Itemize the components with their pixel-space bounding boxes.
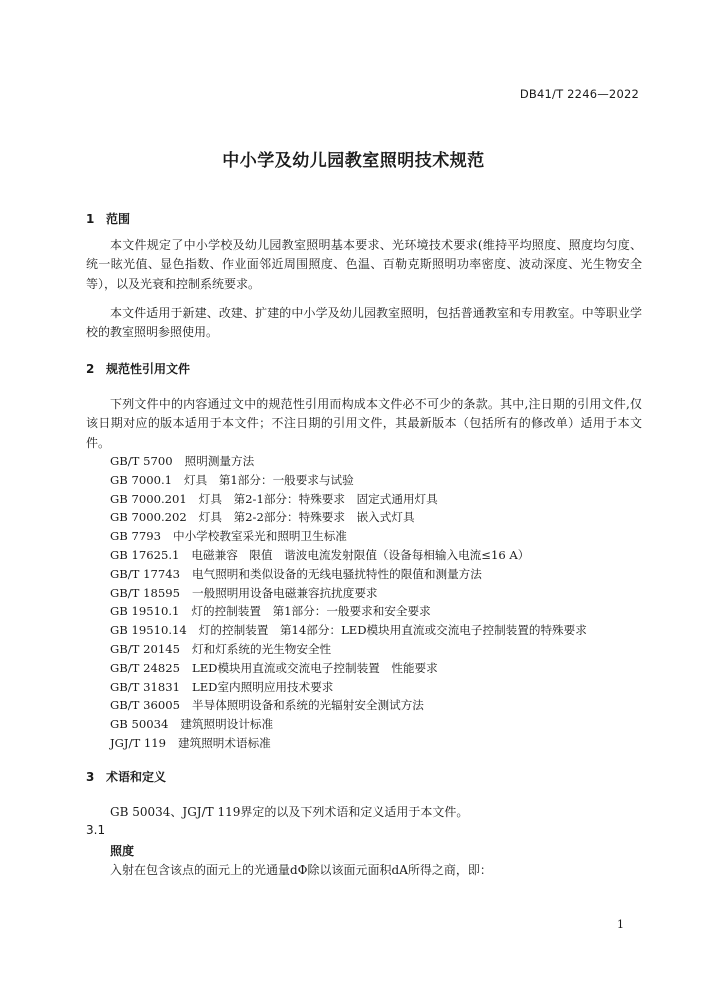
reference-title: 照明测量方法 [184,454,255,468]
reference-title: 灯的控制装置 第14部分：LED模块用直流或交流电子控制装置的特殊要求 [198,623,587,638]
term-definition: 入射在包含该点的面元上的光通量dΦ除以该面元面积dA所得之商，即： [110,863,492,877]
reference-code: GB/T 5700 [110,454,173,468]
reference-item [110,621,587,640]
reference-code: GB 7000.202 [110,510,187,525]
reference-item [110,640,587,659]
reference-code: GB/T 18595 [110,585,180,600]
references-intro: 下列文件中的内容通过文中的规范性引用而构成本文件必不可少的条款。其中,注日期的引用文件,仅该日期对应的版本适用于本文件；不注日期的引用文件，其最新版本（包括所有的修改单）适用于本文件。 [86,397,642,450]
reference-code: GB 19510.1 [110,604,180,619]
reference-item [110,584,587,603]
reference-title: 建筑照明设计标准 [180,717,274,732]
reference-title: 灯的控制装置 第1部分：一般要求和安全要求 [191,604,431,619]
section-3-heading [86,768,166,785]
section-title: 范围 [106,212,131,226]
reference-title: 灯具 第2-1部分：特殊要求 固定式通用灯具 [198,491,438,506]
reference-list [110,452,587,753]
reference-code: GB/T 20145 [110,641,180,656]
section-title: 术语和定义 [106,770,167,784]
reference-title: 建筑照明术语标准 [178,735,271,750]
page-number: 1 [617,918,624,931]
section-number: 3 [86,770,95,784]
reference-item [110,565,587,584]
reference-item [110,678,587,697]
reference-item [110,508,587,527]
reference-code: GB 7793 [110,529,161,544]
reference-code: GB 50034 [110,717,169,732]
reference-title: 灯和灯系统的光生物安全性 [192,641,332,656]
reference-code: GB 7000.201 [110,491,187,506]
reference-item [110,490,587,509]
standard-code: DB41/T 2246—2022 [519,87,639,101]
reference-title: LED室内照明应用技术要求 [192,679,334,694]
reference-item [110,452,587,471]
section-number: 2 [86,362,95,376]
reference-code: GB 7000.1 [110,472,173,487]
reference-title: 半导体照明设备和系统的光辐射安全测试方法 [192,698,424,713]
section-title: 规范性引用文件 [106,362,191,376]
reference-title: 电磁兼容 限值 谐波电流发射限值（设备每相输入电流≤16 A） [191,547,530,562]
reference-code: GB/T 24825 [110,660,180,675]
reference-code: GB/T 31831 [110,679,180,694]
reference-code: GB/T 17743 [110,566,180,581]
reference-item [110,659,587,678]
reference-item [110,734,587,753]
section-number: 1 [86,212,95,226]
document-title: 中小学及幼儿园教室照明技术规范 [222,151,485,171]
reference-code: GB/T 36005 [110,698,180,713]
reference-code: GB 17625.1 [110,547,180,562]
reference-title: 中小学校教室采光和照明卫生标准 [172,529,347,544]
scope-paragraph-1: 本文件规定了中小学校及幼儿园教室照明基本要求、光环境技术要求(维持平均照度、照度均匀度、统一眩光值、显色指数、作业面邻近周围照度、色温、百勒克斯照明功率密度、波动深度、光生物安全等），以及光衰和控制系统要求。 [86,238,642,291]
terms-intro: GB 50034、JGJ/T 119界定的以及下列术语和定义适用于本文件。 [110,805,469,819]
term-name: 照度 [110,844,135,858]
reference-code: JGJ/T 119 [110,735,167,750]
section-2-heading [86,360,190,377]
reference-title: 一般照明用设备电磁兼容抗扰度要求 [192,585,378,600]
reference-item [110,527,587,546]
reference-title: 电气照明和类似设备的无线电骚扰特性的限值和测量方法 [192,566,482,581]
reference-item [110,696,587,715]
scope-paragraph-2: 本文件适用于新建、改建、扩建的中小学及幼儿园教室照明，包括普通教室和专用教室。中等职业学校的教室照明参照使用。 [86,306,642,340]
reference-title: 灯具 第2-2部分：特殊要求 嵌入式灯具 [198,510,415,525]
reference-item [110,602,587,621]
reference-item [110,546,587,565]
reference-item [110,471,587,490]
reference-item [110,715,587,734]
reference-title: LED模块用直流或交流电子控制装置 性能要求 [192,660,438,675]
term-number: 3.1 [86,823,106,837]
section-1-heading [86,210,130,227]
reference-code: GB 19510.14 [110,623,187,638]
reference-title: 灯具 第1部分：一般要求与试验 [184,472,354,487]
